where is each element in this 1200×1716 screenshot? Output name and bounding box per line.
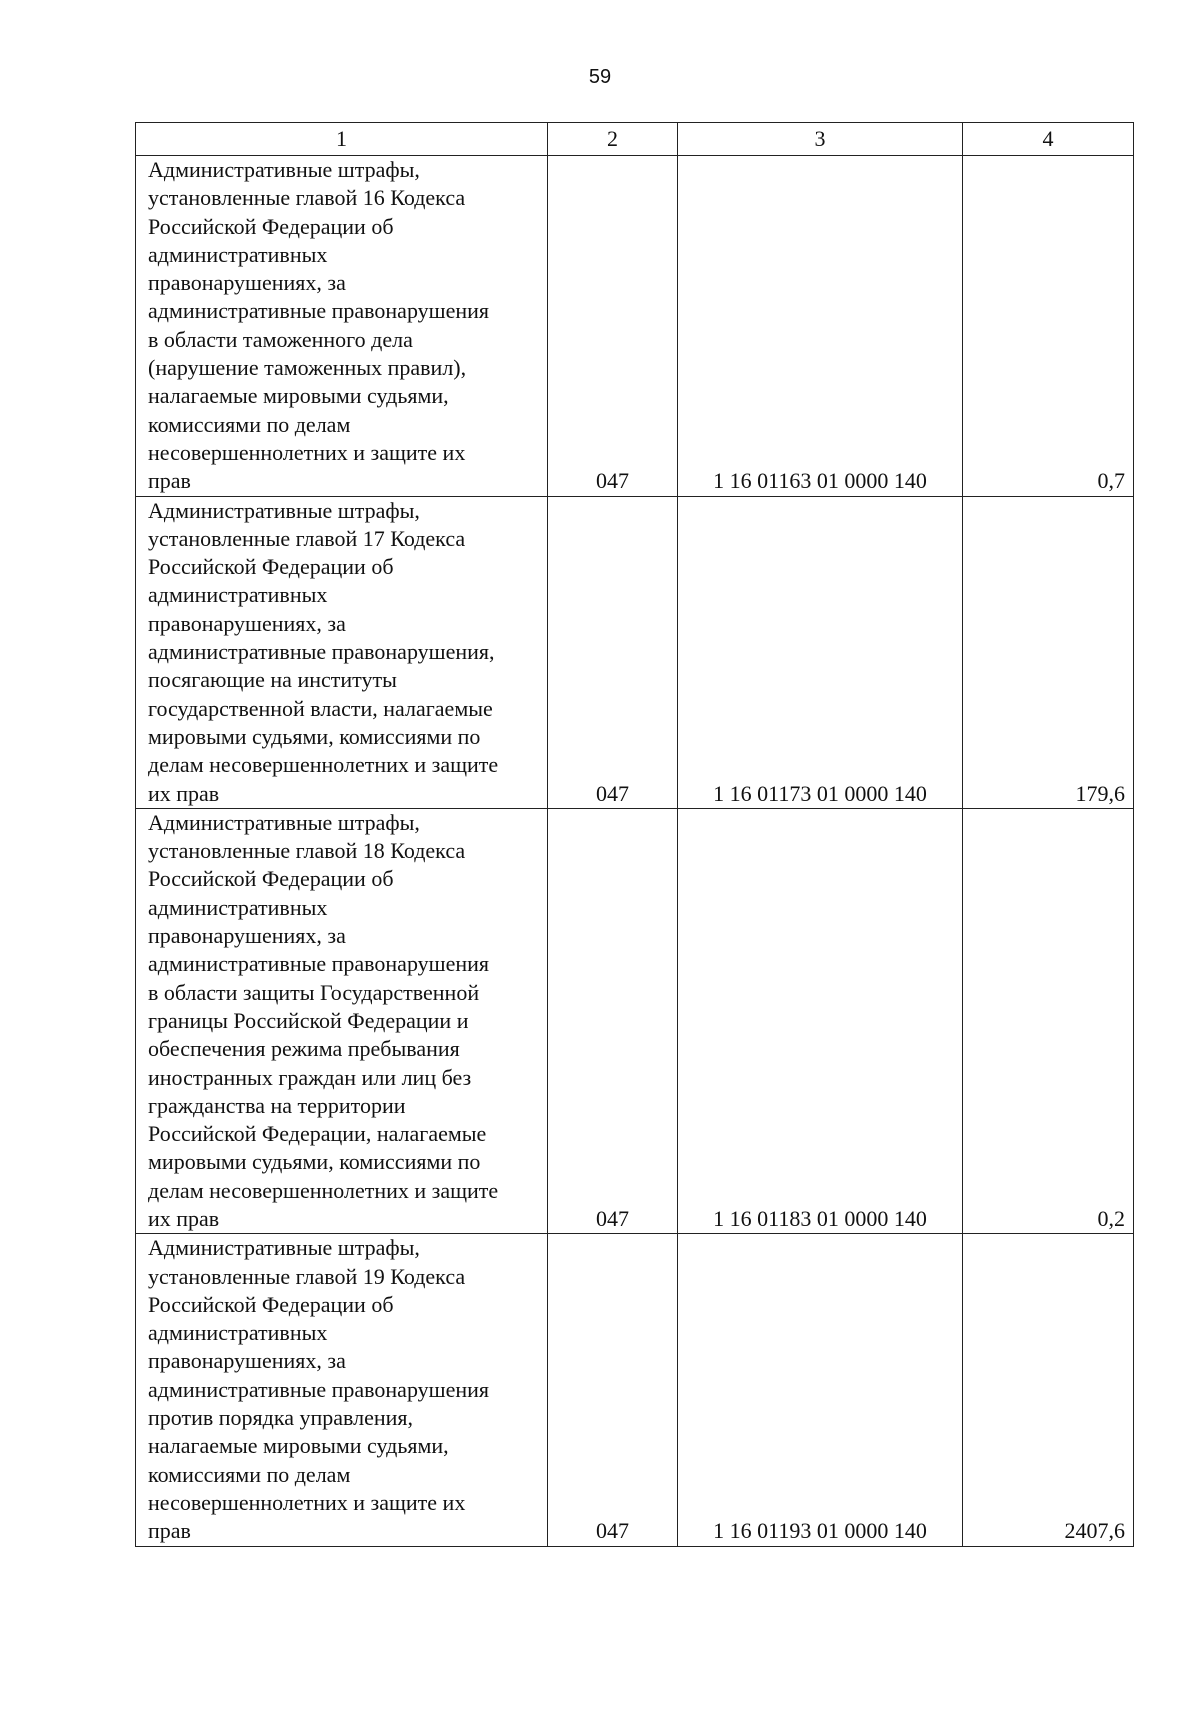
page-number: 59 <box>588 66 612 88</box>
header-col-1: 1 <box>136 123 548 156</box>
table-row <box>136 1234 1134 1546</box>
row-description: Административные штрафы, установленные главой 16 Кодекса Российской Федерации об административных правонарушениях, за административные правонарушения в области таможенного дела (нарушение таможенных правил), налагаемые мировыми судьями, комиссиями по делам несовершеннолетних и защите их прав <box>136 156 548 497</box>
row-amount: 179,6 <box>963 496 1134 808</box>
table-row <box>136 496 1134 808</box>
table-row <box>136 156 1134 497</box>
row-description: Административные штрафы, установленные главой 18 Кодекса Российской Федерации об административных правонарушениях, за административные правонарушения в области защиты Государственной границы Российской Федерации и обеспечения режима пребывания иностранных граждан или лиц без гражданства на территории Российской Федерации, налагаемые мировыми судьями, комиссиями по делам несовершеннолетних и защите их прав <box>136 808 548 1233</box>
row-admin-code: 047 <box>548 496 678 808</box>
header-col-3: 3 <box>678 123 963 156</box>
row-admin-code: 047 <box>548 808 678 1233</box>
header-col-2: 2 <box>548 123 678 156</box>
budget-table <box>135 122 1134 1547</box>
row-revenue-code: 1 16 01163 01 0000 140 <box>678 156 963 497</box>
table-header-row <box>136 123 1134 156</box>
row-amount: 0,7 <box>963 156 1134 497</box>
row-admin-code: 047 <box>548 1234 678 1546</box>
row-revenue-code: 1 16 01173 01 0000 140 <box>678 496 963 808</box>
row-admin-code: 047 <box>548 156 678 497</box>
row-description: Административные штрафы, установленные главой 17 Кодекса Российской Федерации об административных правонарушениях, за административные правонарушения, посягающие на институты государственной власти, налагаемые мировыми судьями, комиссиями по делам несовершеннолетних и защите их прав <box>136 496 548 808</box>
table-row <box>136 808 1134 1233</box>
row-amount: 0,2 <box>963 808 1134 1233</box>
header-col-4: 4 <box>963 123 1134 156</box>
row-revenue-code: 1 16 01183 01 0000 140 <box>678 808 963 1233</box>
row-revenue-code: 1 16 01193 01 0000 140 <box>678 1234 963 1546</box>
row-description: Административные штрафы, установленные главой 19 Кодекса Российской Федерации об административных правонарушениях, за административные правонарушения против порядка управления, налагаемые мировыми судьями, комиссиями по делам несовершеннолетних и защите их прав <box>136 1234 548 1546</box>
row-amount: 2407,6 <box>963 1234 1134 1546</box>
